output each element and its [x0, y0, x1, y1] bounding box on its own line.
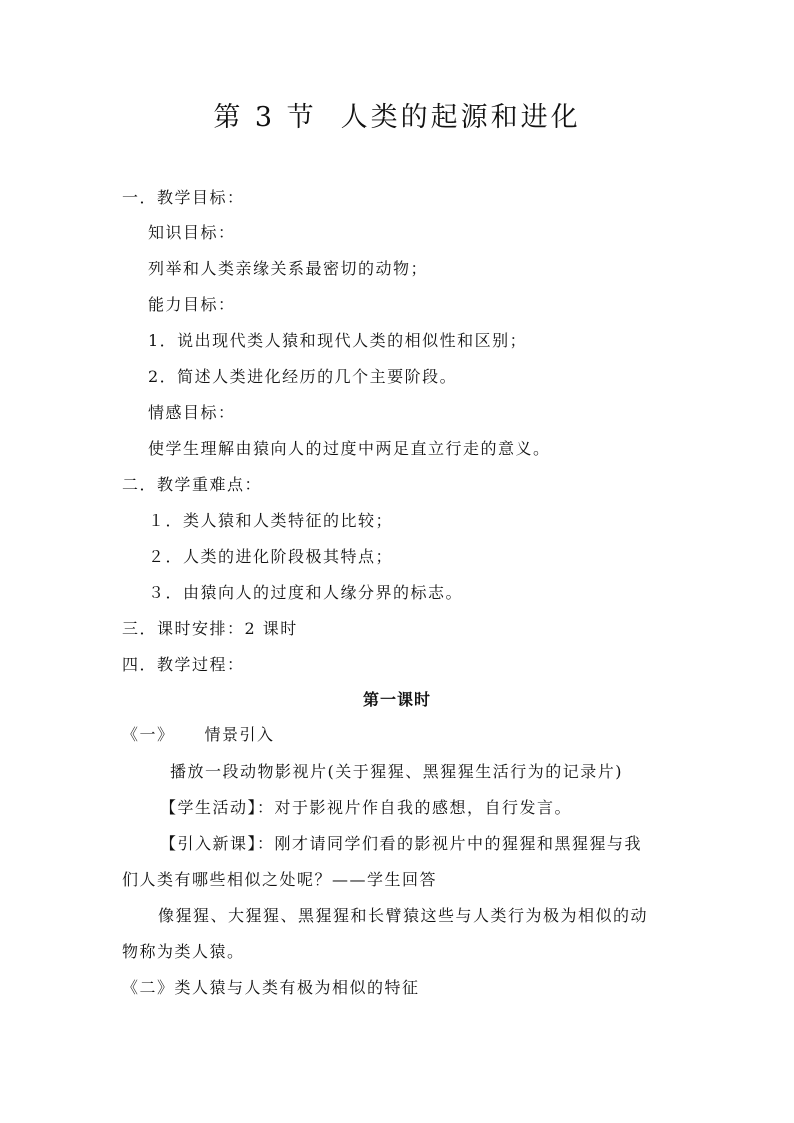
video-description: 播放一段动物影视片(关于猩猩、黑猩猩生活行为的记录片)	[170, 762, 623, 781]
section1-heading: 一．教学目标：	[122, 188, 245, 207]
emotion-goal-label: 情感目标：	[148, 403, 236, 422]
part1-label: 《一》	[122, 725, 175, 744]
key-point-item: ２．人类的进化阶段极其特点；	[148, 547, 394, 566]
section2-heading: 二．教学重难点：	[122, 475, 263, 494]
intro-text-line1: 【引入新课】：刚才请同学们看的影视片中的猩猩和黑猩猩与我	[160, 834, 643, 853]
ability-goal-item: 1．说出现代类人猿和现代人类的相似性和区别；	[148, 331, 528, 350]
ape-definition-line2: 物称为类人猿。	[122, 942, 245, 961]
ability-goal-label: 能力目标：	[148, 295, 236, 314]
part2-heading: 《二》类人猿与人类有极为相似的特征	[122, 978, 420, 997]
key-point-item: １．类人猿和人类特征的比较；	[148, 511, 394, 530]
ability-goal-item: 2．简述人类进化经历的几个主要阶段。	[148, 367, 458, 386]
knowledge-goal-text: 列举和人类亲缘关系最密切的动物；	[148, 259, 429, 278]
ape-definition-line1: 像猩猩、大猩猩、黑猩猩和长臂猿这些与人类行为极为相似的动	[158, 906, 649, 925]
title-topic: 人类的起源和进化	[340, 102, 581, 133]
section3-heading: 三．课时安排：2 课时	[122, 619, 298, 638]
part1-title: 情景引入	[204, 725, 275, 744]
intro-text-line2: 们人类有哪些相似之处呢？——学生回答	[122, 870, 438, 889]
emotion-goal-text: 使学生理解由猿向人的过度中两足直立行走的意义。	[148, 439, 551, 458]
key-point-item: ３．由猿向人的过度和人缘分界的标志。	[148, 583, 464, 602]
lesson-title: 第一课时	[362, 690, 431, 709]
section4-heading: 四．教学过程：	[122, 655, 245, 674]
student-activity: 【学生活动】：对于影视片作自我的感想，自行发言。	[160, 798, 573, 817]
knowledge-goal-label: 知识目标：	[148, 223, 236, 242]
title-section-number: 第 3 节	[213, 102, 317, 133]
part1-heading	[122, 725, 275, 745]
page-title	[0, 100, 794, 136]
